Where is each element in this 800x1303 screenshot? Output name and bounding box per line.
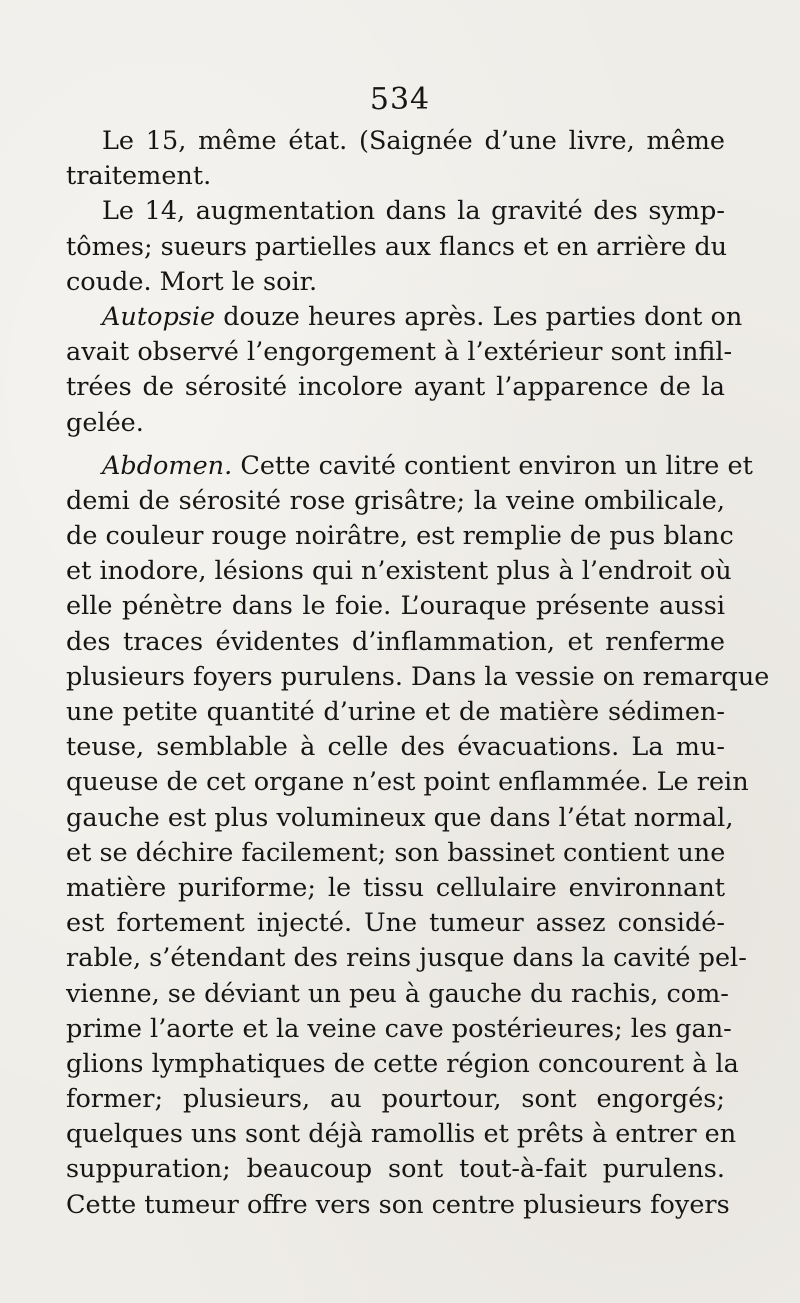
text-line: est fortement injecté. Une tumeur assez considé- [66,908,725,939]
text-line: elle pénètre dans le foie. L’ouraque présente aussi [66,591,725,622]
body-text [66,124,770,1223]
text-line: Le 14, augmentation dans la gravité des symp- [102,196,725,227]
text-line: traitement. [66,161,212,192]
text-line: vienne, se déviant un peu à gauche du rachis, com- [66,978,729,1009]
text-line: suppuration; beaucoup sont tout-à-fait purulens. [66,1154,725,1185]
text-line: de couleur rouge noirâtre, est remplie de pus blanc [66,521,734,552]
paragraph [66,449,770,1223]
text-line: demi de sérosité rose grisâtre; la veine ombilicale, [66,485,725,516]
text-line [66,300,743,335]
text-line: queuse de cet organe n’est point enflammée. Le rein [66,767,749,798]
text-line: trées de sérosité incolore ayant l’apparence de la [66,372,725,403]
text-line: et inodore, lésions qui n’existent plus à l’endroit où [66,556,732,587]
paragraph [66,194,728,300]
paragraph-gap [66,441,725,449]
text-line: teuse, semblable à celle des évacuations. La mu- [66,732,725,763]
text-line: gelée. [66,407,144,438]
section-heading: Abdomen. [102,450,233,481]
text-line: coude. Mort le soir. [66,266,318,297]
text-line: plusieurs foyers purulens. Dans la vessie on remarque [66,661,770,692]
paragraph [66,124,725,194]
text-line: une petite quantité d’urine et de matière sédimen- [66,697,725,727]
text-line: prime l’aorte et la veine cave postérieures; les gan- [66,1013,732,1044]
page-number: 534 [369,82,431,117]
heading-rest: Cette cavité contient environ un litre et [232,450,753,481]
heading-rest: douze heures après. Les parties dont on [215,301,743,332]
text-line: glions lymphatiques de cette région concourent à la [66,1048,739,1079]
text-line: tômes; sueurs partielles aux flancs et en arrière du [66,231,728,262]
text-line: former; plusieurs, au pourtour, sont engorgés; [66,1084,725,1115]
text-line: des traces évidentes d’inflammation, et renferme [66,626,725,657]
text-line: quelques uns sont déjà ramollis et prêts à entrer en [66,1119,737,1150]
text-line: avait observé l’engorgement à l’extérieur sont infil- [66,337,733,368]
text-line: et se déchire facilement; son bassinet contient une [66,837,726,868]
text-line [66,449,753,484]
text-line: gauche est plus volumineux que dans l’état normal, [66,802,734,833]
text-line: Cette tumeur offre vers son centre plusieurs foyers [66,1189,730,1220]
text-line: matière puriforme; le tissu cellulaire environnant [66,872,725,903]
paragraph [66,300,743,441]
text-line: Le 15, même état. (Saignée d’une livre, même [102,126,725,156]
section-heading: Autopsie [102,301,216,332]
text-line: rable, s’étendant des reins jusque dans la cavité pel- [66,943,747,974]
